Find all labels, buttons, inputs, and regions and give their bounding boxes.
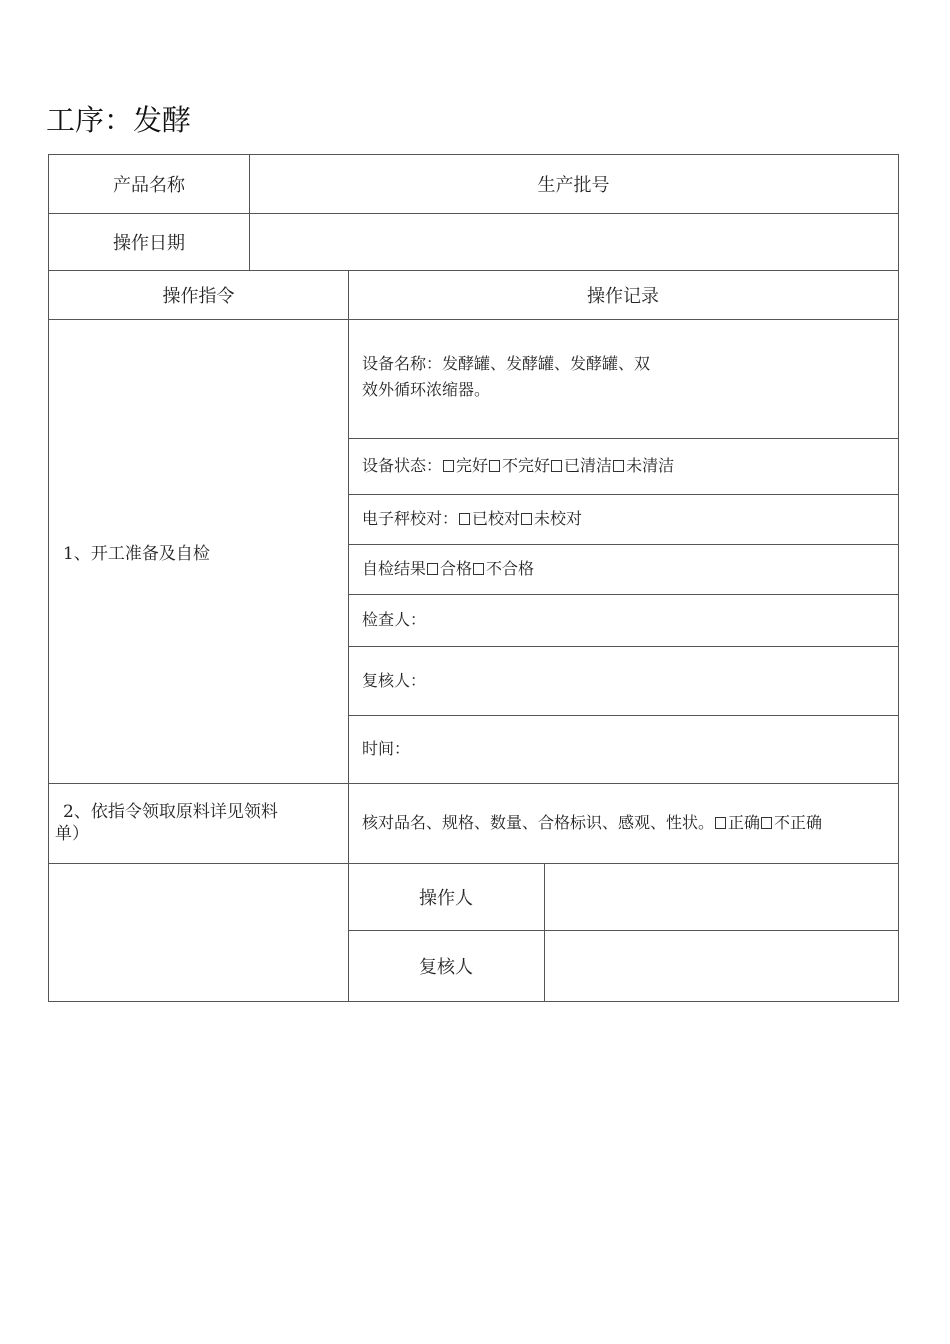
step1-instruction: 1、开工准备及自检 bbox=[63, 543, 210, 564]
checkbox-not-cleaned[interactable] bbox=[613, 460, 624, 472]
checkbox-unqualified[interactable] bbox=[473, 563, 484, 575]
step2-instruction bbox=[55, 783, 348, 863]
scale-calibration-record: 电子秤校对： 已校对 未校对 bbox=[348, 494, 898, 544]
time-label: 时间： bbox=[362, 739, 411, 758]
operator-label: 操作人 bbox=[419, 887, 473, 909]
scale-calibration-label: 电子秤校对： bbox=[362, 509, 459, 528]
self-check-label: 自检结果 bbox=[362, 559, 427, 578]
step2-instruction-line: 2、依指令领取原料详见领料 bbox=[63, 802, 278, 822]
signature-blank-area bbox=[49, 863, 348, 1001]
checkbox-cleaned[interactable] bbox=[551, 460, 562, 472]
checkbox-not-good[interactable] bbox=[489, 460, 500, 472]
reviewer-signature-field[interactable] bbox=[545, 931, 898, 1001]
reviewer-label: 复核人： bbox=[362, 670, 427, 690]
checkbox-not-calibrated[interactable] bbox=[521, 513, 532, 525]
material-check-text: 核对品名、规格、数量、合格标识、感观、性状。 bbox=[362, 813, 715, 832]
step2-instruction-line: 单） bbox=[55, 824, 89, 844]
checkbox-qualified[interactable] bbox=[427, 563, 438, 575]
operator-signature-field[interactable] bbox=[545, 864, 898, 930]
page-title: 工序：发酵 bbox=[46, 103, 192, 137]
batch-record-form bbox=[48, 154, 899, 1002]
equipment-name-line: 效外循环浓缩器。 bbox=[362, 380, 491, 399]
checkbox-calibrated[interactable] bbox=[459, 513, 470, 525]
product-name-label: 产品名称 bbox=[113, 175, 185, 196]
batch-number-label: 生产批号 bbox=[537, 175, 610, 196]
column-header-instruction: 操作指令 bbox=[162, 285, 235, 307]
inspector-label: 检查人： bbox=[362, 610, 427, 629]
material-check-record: 核对品名、规格、数量、合格标识、感观、性状。 正确 不正确 bbox=[348, 783, 898, 863]
checkbox-correct[interactable] bbox=[715, 817, 726, 829]
equipment-name-record bbox=[348, 319, 898, 438]
operation-date-label: 操作日期 bbox=[113, 232, 185, 254]
operation-date-field[interactable] bbox=[250, 214, 898, 270]
time-field[interactable] bbox=[348, 715, 898, 783]
reviewer-field[interactable] bbox=[348, 646, 898, 715]
self-check-record: 自检结果 合格 不合格 bbox=[348, 544, 898, 594]
checkbox-incorrect[interactable] bbox=[761, 817, 772, 829]
column-header-record: 操作记录 bbox=[587, 285, 659, 307]
equipment-name-line: 设备名称：发酵罐、发酵罐、发酵罐、双 bbox=[362, 354, 651, 373]
equipment-status-label: 设备状态： bbox=[362, 456, 443, 475]
signature-reviewer-label: 复核人 bbox=[419, 956, 473, 978]
checkbox-good[interactable] bbox=[443, 460, 454, 472]
inspector-field[interactable] bbox=[348, 594, 898, 646]
equipment-status-record: 设备状态： 完好 不完好 已清洁 未清洁 bbox=[348, 438, 898, 494]
